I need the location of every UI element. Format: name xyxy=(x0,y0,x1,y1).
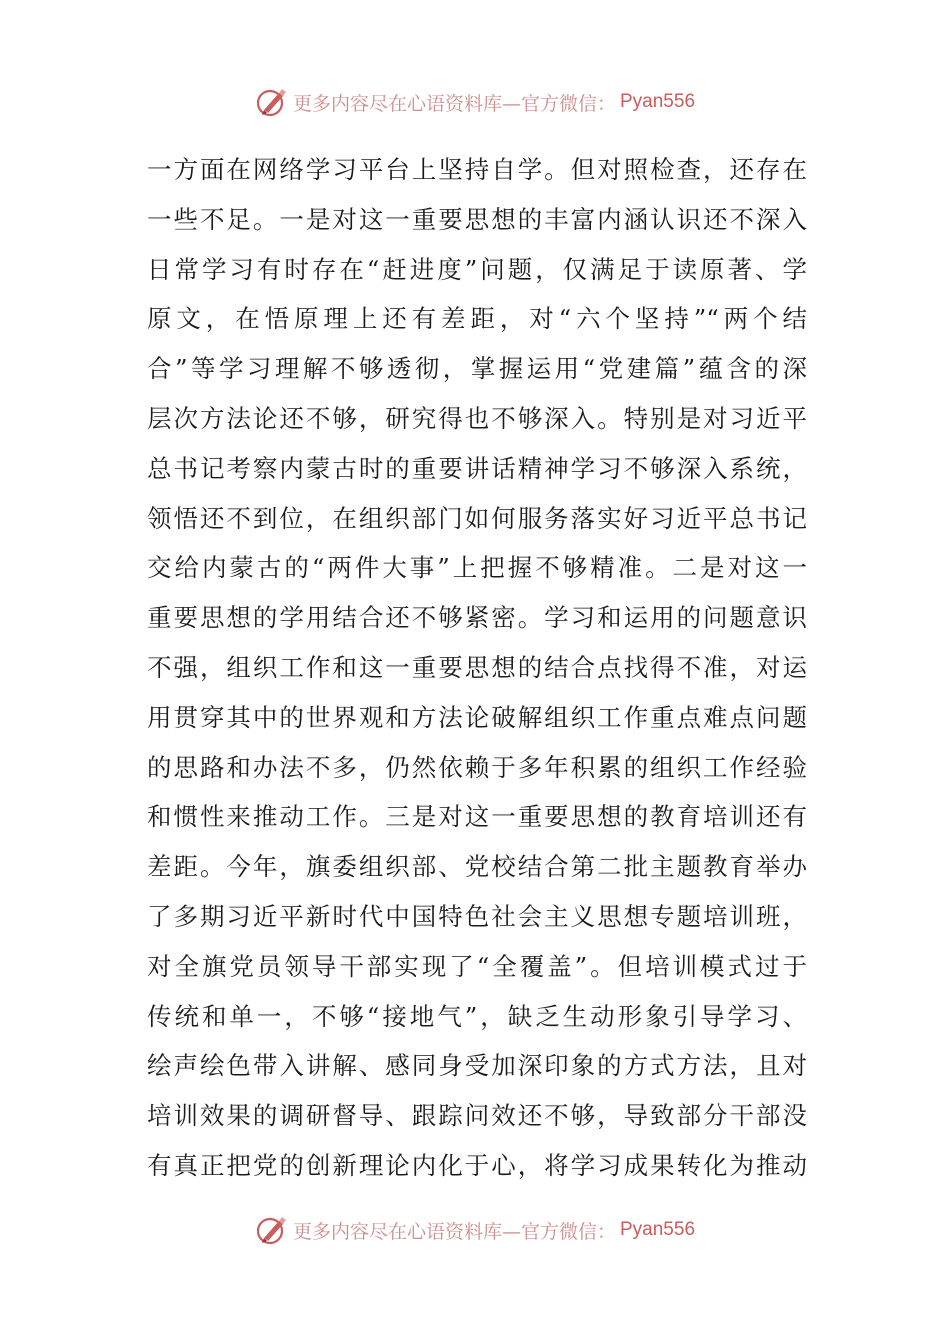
document-body xyxy=(147,145,807,1191)
text-line: 用贯穿其中的世界观和方法论破解组织工作重点难点问题 xyxy=(147,702,807,732)
text-line: 差距。今年，旗委组织部、党校结合第二批主题教育举办 xyxy=(147,852,807,882)
text-line: 有真正把党的创新理论内化于心，将学习成果转化为推动 xyxy=(147,1150,807,1180)
footer-watermark xyxy=(0,1210,950,1250)
text-line: 合”等学习理解不够透彻，掌握运用“党建篇”蕴含的深 xyxy=(147,354,807,384)
text-line: 对全旗党员领导干部实现了“全覆盖”。但培训模式过于 xyxy=(147,951,807,981)
text-line: 培训效果的调研督导、跟踪问效还不够，导致部分干部没 xyxy=(147,1101,807,1131)
footer-watermark-text: 更多内容尽在心语资料库—官方微信： xyxy=(292,1220,616,1243)
text-line: 了多期习近平新时代中国特色社会主义思想专题培训班， xyxy=(147,901,807,931)
text-line: 交给内蒙古的“两件大事”上把握不够精准。二是对这一 xyxy=(147,553,807,583)
text-line: 原文，在悟原理上还有差距，对“六个坚持”“两个结 xyxy=(147,304,807,334)
header-watermark xyxy=(0,82,950,122)
text-line: 绘声绘色带入讲解、感同身受加深印象的方式方法，且对 xyxy=(147,1051,807,1081)
text-line: 和惯性来推动工作。三是对这一重要思想的教育培训还有 xyxy=(147,802,807,832)
pen-logo-icon xyxy=(255,1213,289,1247)
text-line: 领悟还不到位，在组织部门如何服务落实好习近平总书记 xyxy=(147,503,807,533)
header-watermark-text: 更多内容尽在心语资料库—官方微信： xyxy=(292,92,616,115)
text-line: 不强，组织工作和这一重要思想的结合点找得不准，对运 xyxy=(147,652,807,682)
text-line: 的思路和办法不多，仍然依赖于多年积累的组织工作经验 xyxy=(147,752,807,782)
footer-watermark-id: Pyan556 xyxy=(620,1219,696,1240)
pen-logo-icon xyxy=(255,85,289,119)
text-line: 一方面在网络学习平台上坚持自学。但对照检查，还存在 xyxy=(147,155,807,184)
text-line: 传统和单一，不够“接地气”，缺乏生动形象引导学习、 xyxy=(147,1001,807,1031)
text-line: 层次方法论还不够，研究得也不够深入。特别是对习近平 xyxy=(147,403,807,433)
text-line: 总书记考察内蒙古时的重要讲话精神学习不够深入系统， xyxy=(147,453,807,483)
text-line: 重要思想的学用结合还不够紧密。学习和运用的问题意识 xyxy=(147,603,807,633)
header-watermark-id: Pyan556 xyxy=(620,91,696,112)
text-line: 一些不足。一是对这一重要思想的丰富内涵认识还不深入 xyxy=(147,204,807,234)
text-line: 日常学习有时存在“赶进度”问题，仅满足于读原著、学 xyxy=(147,254,807,284)
